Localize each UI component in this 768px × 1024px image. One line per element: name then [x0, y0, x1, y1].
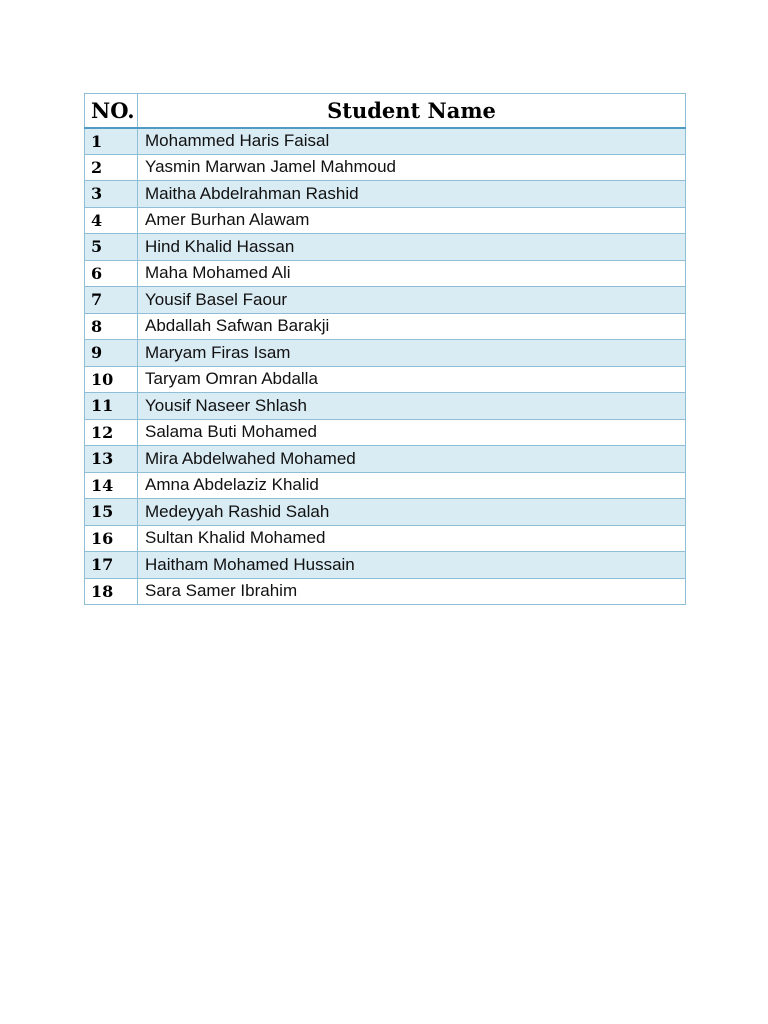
student-name: Maha Mohamed Ali [138, 260, 686, 287]
student-name: Mira Abdelwahed Mohamed [138, 446, 686, 473]
student-name: Yousif Naseer Shlash [138, 393, 686, 420]
table-row [85, 578, 686, 605]
row-number: 1 [85, 128, 138, 155]
table-row [85, 499, 686, 526]
student-name: Taryam Omran Abdalla [138, 366, 686, 393]
row-number: 15 [85, 499, 138, 526]
table-row [85, 446, 686, 473]
row-number: 6 [85, 260, 138, 287]
student-name: Abdallah Safwan Barakji [138, 313, 686, 340]
row-number: 12 [85, 419, 138, 446]
student-name: Medeyyah Rashid Salah [138, 499, 686, 526]
column-header-no: NO. [85, 94, 138, 128]
student-name: Maitha Abdelrahman Rashid [138, 181, 686, 208]
row-number: 5 [85, 234, 138, 261]
row-number: 3 [85, 181, 138, 208]
student-name: Maryam Firas Isam [138, 340, 686, 367]
student-name: Mohammed Haris Faisal [138, 128, 686, 155]
student-name: Haitham Mohamed Hussain [138, 552, 686, 579]
table-row [85, 472, 686, 499]
row-number: 7 [85, 287, 138, 314]
column-header-student-name: Student Name [138, 94, 686, 128]
table-row [85, 419, 686, 446]
table-row [85, 366, 686, 393]
table-row [85, 154, 686, 181]
row-number: 16 [85, 525, 138, 552]
row-number: 2 [85, 154, 138, 181]
row-number: 18 [85, 578, 138, 605]
student-name: Hind Khalid Hassan [138, 234, 686, 261]
table-row [85, 234, 686, 261]
table-row [85, 393, 686, 420]
row-number: 14 [85, 472, 138, 499]
row-number: 9 [85, 340, 138, 367]
student-name: Sultan Khalid Mohamed [138, 525, 686, 552]
table-row [85, 128, 686, 155]
student-name: Salama Buti Mohamed [138, 419, 686, 446]
student-name: Amna Abdelaziz Khalid [138, 472, 686, 499]
table-header-row [85, 94, 686, 128]
row-number: 4 [85, 207, 138, 234]
student-name: Yasmin Marwan Jamel Mahmoud [138, 154, 686, 181]
student-name: Sara Samer Ibrahim [138, 578, 686, 605]
table-row [85, 287, 686, 314]
row-number: 11 [85, 393, 138, 420]
table-row [85, 207, 686, 234]
student-name: Amer Burhan Alawam [138, 207, 686, 234]
row-number: 17 [85, 552, 138, 579]
table-row [85, 552, 686, 579]
table-row [85, 313, 686, 340]
row-number: 10 [85, 366, 138, 393]
table-row [85, 340, 686, 367]
table-row [85, 525, 686, 552]
table-row [85, 260, 686, 287]
row-number: 8 [85, 313, 138, 340]
table-row [85, 181, 686, 208]
student-name: Yousif Basel Faour [138, 287, 686, 314]
row-number: 13 [85, 446, 138, 473]
student-roster-table [84, 93, 686, 605]
